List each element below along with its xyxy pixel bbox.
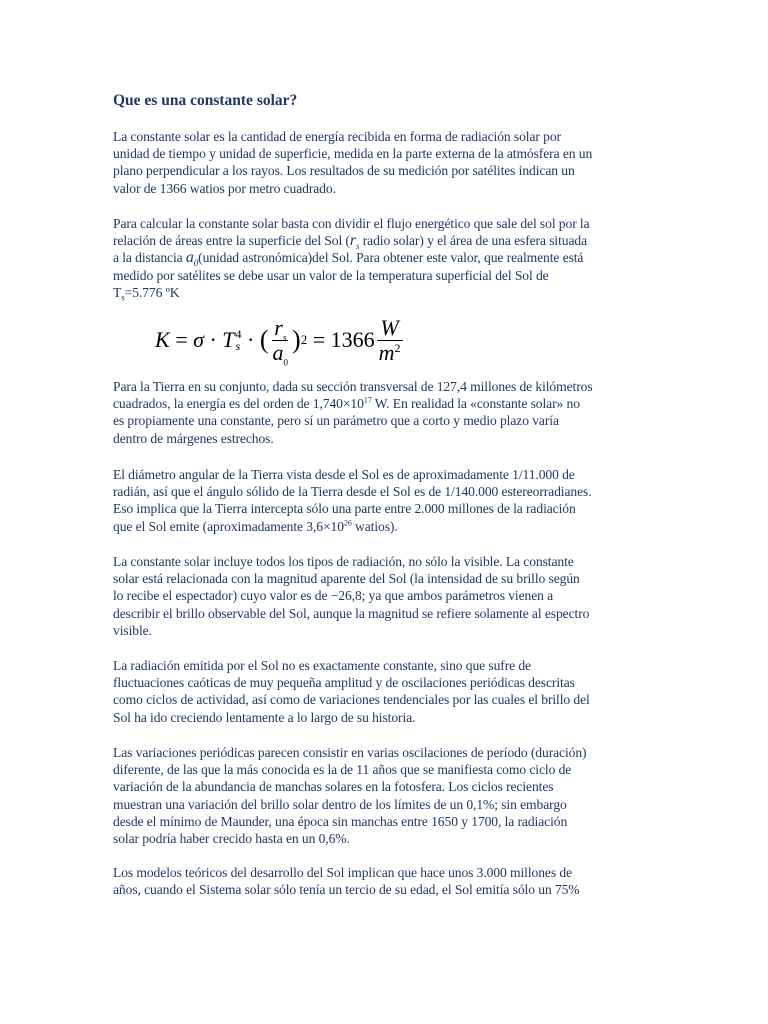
text-line: Eso implica que la Tierra intercepta sólo una parte entre 2.000 millones de la radiación [113,501,576,517]
text-line: plano perpendicular a los rayos. Los resultados de su medición por satélites indican un [113,163,575,179]
text-line: dentro de márgenes estrechos. [113,430,274,446]
text-line: variación de la abundancia de manchas solares en la fotosfera. Los ciclos recientes [113,779,554,795]
paragraph-definition [113,128,663,197]
text-line: La constante solar incluye todos los tipos de radiación, no sólo la visible. La constante [113,554,574,569]
solar-constant-formula: K = σ · T 4 s · ( $\frac{r_s}{a_0}$ ) 2 = 1366 $\frac{W}{m^2}$ [155,314,401,367]
text-line: visible. [113,622,152,638]
text-line: solar está relacionada con la magnitud aparente del Sol (la intensidad de su brillo según [113,571,580,587]
formula-fraction: $\frac{r_s}{a_0}$ [272,314,289,367]
text-line: lo recibe el espectador) cuyo valor es de −26,8; ya que ambos parámetros vienen a [113,588,554,604]
text-line: La radiación emitida por el Sol no es exactamente constante, sino que sufre de [113,658,531,673]
paragraph-theoretical-models [113,864,663,898]
text-line: años, cuando el Sistema solar sólo tenía un tercio de su edad, el Sol emitía sólo un 75% [113,882,580,898]
text-line: es propiamente una constante, pero sí un parámetro que a corto y medio plazo varía [113,413,559,429]
text-line: desde el mínimo de Maunder, una época sin manchas entre 1650 y 1700, la radiación [113,813,568,829]
document-title: Que es una constante solar? [113,92,298,109]
text-line: Para la Tierra en su conjunto, dada su sección transversal de 127,4 millones de kilómetros [113,379,593,394]
paragraph-earth-energy [113,378,663,447]
text-line: La constante solar es la cantidad de energía recibida en forma de radiación solar por [113,129,561,144]
text-line: a la distancia $a_0(unidad$ astronómica)del Sol. Para obtener este valor, que realmente está [113,249,584,269]
text-line: que el Sol emite (aproximadamente $3,6\times 10^{26}$ watios). [113,518,398,534]
paragraph-radiation-types [113,553,663,639]
paragraph-angular-diameter [113,466,663,535]
text-line: radián, así que el ángulo sólido de la Tierra desde el Sol es de 1/140.000 estereorradianes. [113,484,592,500]
text-line: diferente, de las que la más conocida es la de 11 años que se manifiesta como ciclo de [113,762,572,778]
math-a0: $a_0$ [185,249,199,269]
text-line: muestran una variación del brillo solar dentro de los límites de un 0,1%; sin embargo [113,796,567,812]
paragraph-calculation [113,215,663,301]
paragraph-periodic-variations [113,744,663,847]
formula-unit: $\frac{W}{m^2}$ [378,314,401,365]
text-line: relación de áreas entre la superficie del Sol ($r_s$ radio solar) y el área de una esfera situada [113,232,588,252]
text-line: El diámetro angular de la Tierra vista desde el Sol es de aproximadamente 1/11.000 de [113,467,575,482]
math-rs: $r_s$ [349,232,360,252]
paragraph-fluctuations [113,657,663,726]
text-line: describir el brillo observable del Sol, aunque la magnitud se refiere solamente al espectro [113,605,590,621]
text-line: solar podría haber crecido hasta en un 0,6%. [113,831,350,847]
text-line: Sol ha ido creciendo lentamente a lo largo de su historia. [113,709,416,725]
text-line: Los modelos teóricos del desarrollo del Sol implican que hace unos 3.000 millones de [113,865,572,880]
text-line: cuadrados, la energía es del orden de $1,740\times 10^{17}$ W. En realidad la «constante solar» no [113,395,580,412]
text-line: como ciclos de actividad, así como de variaciones tendenciales por las cuales el brillo del [113,692,590,708]
text-line: $T_s=5.776$ ºK [113,284,180,303]
text-line: fluctuaciones caóticas de muy pequeña amplitud y de oscilaciones periódicas descritas [113,675,575,691]
text-line: valor de 1366 watios por metro cuadrado. [113,180,336,196]
text-line: Para calcular la constante solar basta con dividir el flujo energético que sale del sol por la [113,216,590,231]
text-line: medido por satélites se debe usar un valor de la temperatura superficial del Sol de [113,267,549,283]
text-line: unidad de tiempo y unidad de superficie, medida en la parte externa de la atmósfera en un [113,146,593,162]
text-line: Las variaciones periódicas parecen consistir en varias oscilaciones de período (duración) [113,745,587,760]
